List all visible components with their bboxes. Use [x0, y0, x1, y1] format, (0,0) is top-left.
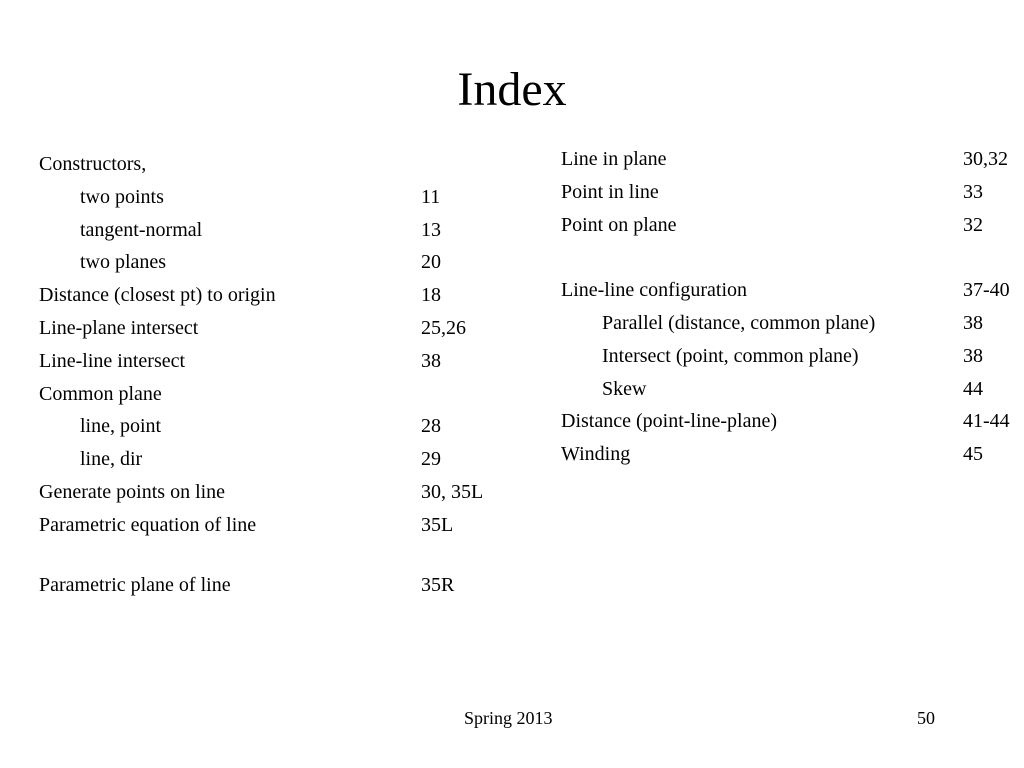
slide-number: 50 — [917, 708, 935, 728]
index-entry — [39, 509, 509, 542]
index-entry — [561, 274, 1021, 307]
index-entry — [561, 405, 1021, 438]
index-subentry — [561, 340, 1021, 373]
entry-label: line, dir — [80, 448, 143, 471]
index-entry — [561, 438, 1021, 471]
entry-label: Distance (point-line-plane) — [561, 410, 778, 433]
index-subentry — [39, 214, 509, 247]
entry-label: Common plane — [39, 382, 162, 405]
index-entry — [39, 345, 509, 378]
entry-page: 20 — [421, 251, 441, 274]
page-title: Index — [457, 63, 567, 116]
footer-date: Spring 2013 — [464, 708, 553, 728]
entry-label: line, point — [80, 415, 162, 438]
entry-label: Skew — [602, 377, 647, 400]
index-entry — [561, 143, 1021, 176]
entry-page: 38 — [421, 349, 441, 372]
entry-page: 41-44 — [963, 410, 1010, 433]
entry-label: Winding — [561, 443, 631, 466]
entry-label: Line-plane intersect — [39, 316, 199, 339]
entry-label: Line-line configuration — [561, 279, 748, 302]
entry-page: 11 — [421, 185, 441, 208]
entry-label: Constructors, — [39, 153, 147, 175]
index-subentry — [39, 410, 509, 443]
entry-label: Intersect (point, common plane) — [602, 344, 859, 367]
entry-page: 35R — [421, 573, 455, 596]
entry-page: 25,26 — [421, 316, 466, 339]
entry-label: Point in line — [561, 180, 659, 203]
index-entry — [39, 312, 509, 345]
entry-label: Line-line intersect — [39, 349, 186, 372]
index-column-left — [39, 148, 509, 601]
spacer — [561, 241, 1021, 274]
entry-label: Parametric plane of line — [39, 573, 231, 596]
index-entry — [39, 378, 509, 411]
entry-label: Point on plane — [561, 213, 677, 236]
entry-label: Parametric equation of line — [39, 513, 257, 536]
entry-label: Generate points on line — [39, 480, 226, 503]
index-entry — [561, 209, 1021, 242]
index-subentry — [561, 307, 1021, 340]
index-entry — [561, 176, 1021, 209]
entry-page: 35L — [421, 513, 454, 536]
entry-page: 38 — [963, 344, 983, 367]
spacer — [39, 542, 509, 569]
entry-label: Line in plane — [561, 148, 667, 170]
entry-page: 30,32 — [963, 148, 1008, 170]
index-entry — [39, 569, 509, 602]
entry-label: tangent-normal — [80, 218, 203, 241]
index-subentry — [39, 181, 509, 214]
entry-label: Parallel (distance, common plane) — [602, 311, 876, 334]
index-entry — [39, 148, 509, 181]
entry-label: two planes — [80, 251, 167, 274]
entry-label: two points — [80, 185, 164, 208]
index-subentry — [39, 443, 509, 476]
index-entry — [39, 279, 509, 312]
index-column-right — [561, 143, 1021, 471]
entry-page: 45 — [963, 443, 983, 466]
entry-page: 30, 35L — [421, 480, 484, 503]
entry-label: Distance (closest pt) to origin — [39, 284, 276, 307]
index-subentry — [561, 373, 1021, 406]
entry-page: 33 — [963, 180, 983, 203]
entry-page: 28 — [421, 415, 441, 438]
index-subentry — [39, 246, 509, 279]
entry-page: 38 — [963, 311, 983, 334]
entry-page: 44 — [963, 377, 983, 400]
entry-page: 13 — [421, 218, 441, 241]
entry-page: 18 — [421, 284, 441, 307]
entry-page: 29 — [421, 448, 441, 471]
entry-page: 32 — [963, 213, 983, 236]
index-entry — [39, 476, 509, 509]
entry-page: 37-40 — [963, 279, 1010, 302]
